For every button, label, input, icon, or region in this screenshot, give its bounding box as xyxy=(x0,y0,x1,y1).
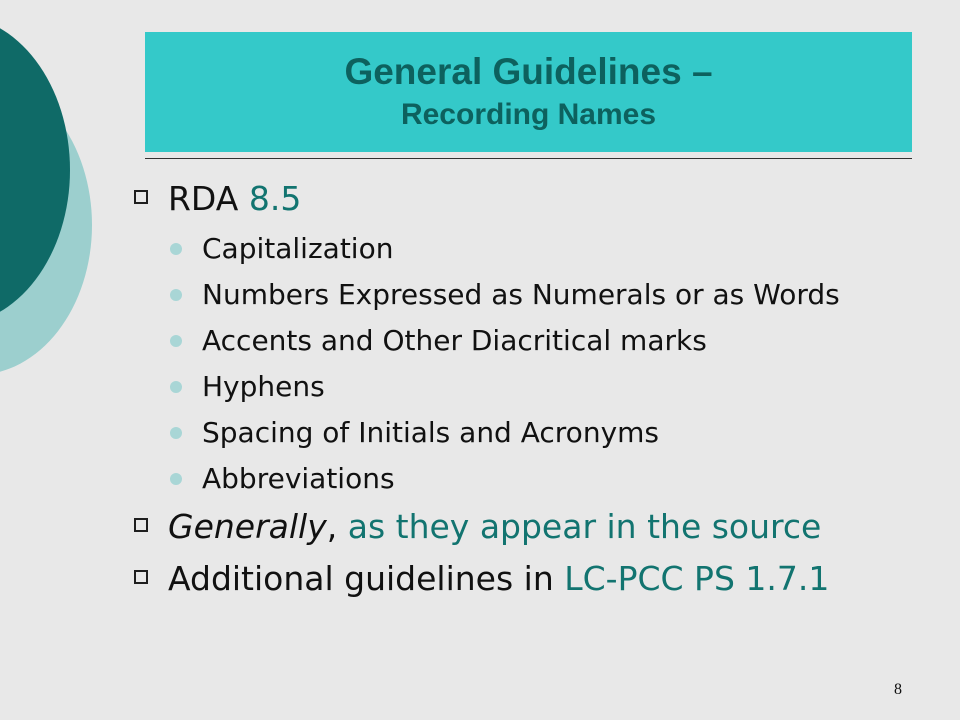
hollow-square-bullet-icon xyxy=(134,190,148,204)
bullet-text: Additional guidelines in xyxy=(168,559,565,598)
sub-bullet-item xyxy=(130,368,920,406)
round-bullet-icon xyxy=(170,243,182,255)
bullet-reference: LC-PCC PS 1.7.1 xyxy=(564,559,830,598)
title-bar xyxy=(145,32,912,152)
round-bullet-icon xyxy=(170,427,182,439)
round-bullet-icon xyxy=(170,473,182,485)
sub-bullet-text: Capitalization xyxy=(202,232,394,265)
sub-bullet-text: Hyphens xyxy=(202,370,325,403)
sub-bullet-item xyxy=(130,460,920,498)
bullet-emphasis: Generally xyxy=(168,507,327,546)
bullet-item-additional xyxy=(130,556,920,602)
hollow-square-bullet-icon xyxy=(134,518,148,532)
bullet-reference: 8.5 xyxy=(248,179,302,218)
sub-bullet-item xyxy=(130,230,920,268)
sub-bullet-text: Abbreviations xyxy=(202,462,395,495)
sub-bullet-text: Spacing of Initials and Acronyms xyxy=(202,416,659,449)
bullet-punctuation: , xyxy=(326,507,348,546)
round-bullet-icon xyxy=(170,381,182,393)
hollow-square-bullet-icon xyxy=(134,570,148,584)
sub-bullet-text: Numbers Expressed as Numerals or as Words xyxy=(202,278,840,311)
bullet-text: RDA xyxy=(168,179,249,218)
sub-bullet-item xyxy=(130,276,920,314)
bullet-item-generally xyxy=(130,504,920,550)
round-bullet-icon xyxy=(170,335,182,347)
slide-title: General Guidelines – xyxy=(344,51,713,92)
slide-number: 8 xyxy=(894,681,902,698)
sub-bullet-item xyxy=(130,414,920,452)
sub-bullet-text: Accents and Other Diacritical marks xyxy=(202,324,707,357)
bullet-item-rda xyxy=(130,176,920,222)
slide-subtitle: Recording Names xyxy=(400,98,657,131)
title-divider xyxy=(145,158,912,159)
bullet-list xyxy=(130,176,920,602)
bullet-text: as they appear in the source xyxy=(347,507,822,546)
round-bullet-icon xyxy=(170,289,182,301)
sub-bullet-item xyxy=(130,322,920,360)
